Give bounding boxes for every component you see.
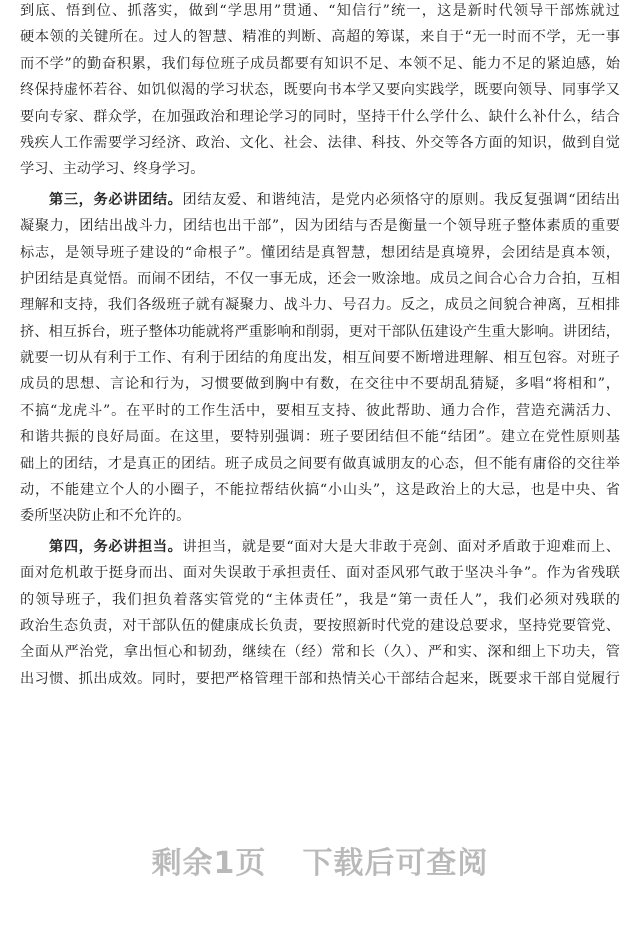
text-line: 就要一切从有利于工作、有利于团结的角度出发，相互间要不断增进理解、相互包容。对班子 xyxy=(20,350,620,367)
paragraph-responsibility xyxy=(20,534,620,692)
download-hint-label: 下载后可查阅 xyxy=(302,846,489,881)
text-line: 护团结是真觉悟。而闹不团结，不仅一事无成，还会一败涂地。成员之间合心合力合拍，互相 xyxy=(20,270,620,287)
text-line: 政治生态负责，对干部队伍的健康成长负责，要按照新时代党的建设总要求，坚持党要管党、 xyxy=(20,617,620,634)
text-line: 要向专家、群众学，在加强政治和理论学习的同时，坚持干什么学什么、缺什么补什么，结合 xyxy=(20,108,620,125)
text-line: 和谐共振的良好局面。在这里，要特别强调：班子要团结但不能“结团”。建立在党性原则基 xyxy=(20,429,620,446)
text-line: 终保持虚怀若谷、如饥似渴的学习状态，既要向书本学又要向实践学，既要向领导、同事学又 xyxy=(20,82,620,99)
text-line: 硬本领的关键所在。过人的智慧、精准的判断、高超的筹谋，来自于“无一时而不学，无一事 xyxy=(20,29,620,46)
document-body xyxy=(20,0,620,692)
section-heading: 第三，务必讲团结。 xyxy=(49,191,183,208)
text-line: 而不学”的勤奋积累，我们每位班子成员都要有知识不足、本领不足、能力不足的紧迫感，始 xyxy=(20,55,620,72)
text-line xyxy=(20,534,620,560)
remaining-pages-label: 剩余1页 xyxy=(151,846,267,881)
download-prompt[interactable] xyxy=(0,838,640,882)
paragraph-unity xyxy=(20,187,620,530)
section-heading: 第四，务必讲担当。 xyxy=(49,538,183,555)
text-line: 委所坚决防止和不允许的。 xyxy=(20,508,191,525)
text-line: 面对危机敢于挺身而出、面对失误敢于承担责任、面对歪风邪气敢于坚决斗争”。作为省残联 xyxy=(20,565,620,582)
text-line: 成员的思想、言论和行为，习惯要做到胸中有数，在交往中不要胡乱猜疑，多唱“将相和”， xyxy=(20,376,620,393)
text-line: 残疾人工作需要学习经济、政治、文化、社会、法律、科技、外交等各方面的知识，做到自觉 xyxy=(20,134,620,151)
text-span: 团结友爱、和谐纯洁，是党内必须恪守的原则。我反复强调“团结出 xyxy=(182,191,620,208)
text-line: 动，不能建立个人的小圈子，不能拉帮结伙搞“小山头”，这是政治上的大忌，也是中央、省 xyxy=(20,482,620,499)
text-line: 不搞“龙虎斗”。在平时的工作生活中，要相互支持、彼此帮助、通力合作，营造充满活力、 xyxy=(20,402,620,419)
text-span: 讲担当，就是要“面对大是大非敢于亮剑、面对矛盾敢于迎难而上、 xyxy=(182,538,620,555)
text-line: 凝聚力，团结出战斗力，团结也出干部”，因为团结与否是衡量一个领导班子整体素质的重要 xyxy=(20,218,620,235)
text-line: 标志，是领导班子建设的“命根子”。懂团结是真智慧，想团结是真境界，会团结是真本领， xyxy=(20,244,620,261)
text-line xyxy=(20,187,620,213)
text-line: 学习、主动学习、终身学习。 xyxy=(20,161,205,178)
text-line: 出习惯、抓出成效。同时，要把严格管理干部和热情关心干部结合起来，既要求干部自觉履行 xyxy=(20,670,620,687)
text-line: 理解和支持，我们各级班子就有凝聚力、战斗力、号召力。反之，成员之间貌合神离，互相排 xyxy=(20,297,620,314)
text-line: 挤、相互拆台，班子整体功能就将严重影响和削弱，更对干部队伍建设产生重大影响。讲团结， xyxy=(20,323,620,340)
text-line: 础上的团结，才是真正的团结。班子成员之间要有做真诚朋友的心态，但不能有庸俗的交往举 xyxy=(20,455,620,472)
text-line: 到底、悟到位、抓落实，做到“学思用”贯通、“知信行”统一，这是新时代领导干部炼就过 xyxy=(20,3,620,19)
text-line: 的领导班子，我们担负着落实管党的“主体责任”，我是“第一责任人”，我们必须对残联的 xyxy=(20,591,620,608)
paragraph-learning xyxy=(20,0,620,183)
text-line: 全面从严治党，拿出恒心和韧劲，继续在（经）常和长（久）、严和实、深和细上下功夫，管 xyxy=(20,644,620,661)
